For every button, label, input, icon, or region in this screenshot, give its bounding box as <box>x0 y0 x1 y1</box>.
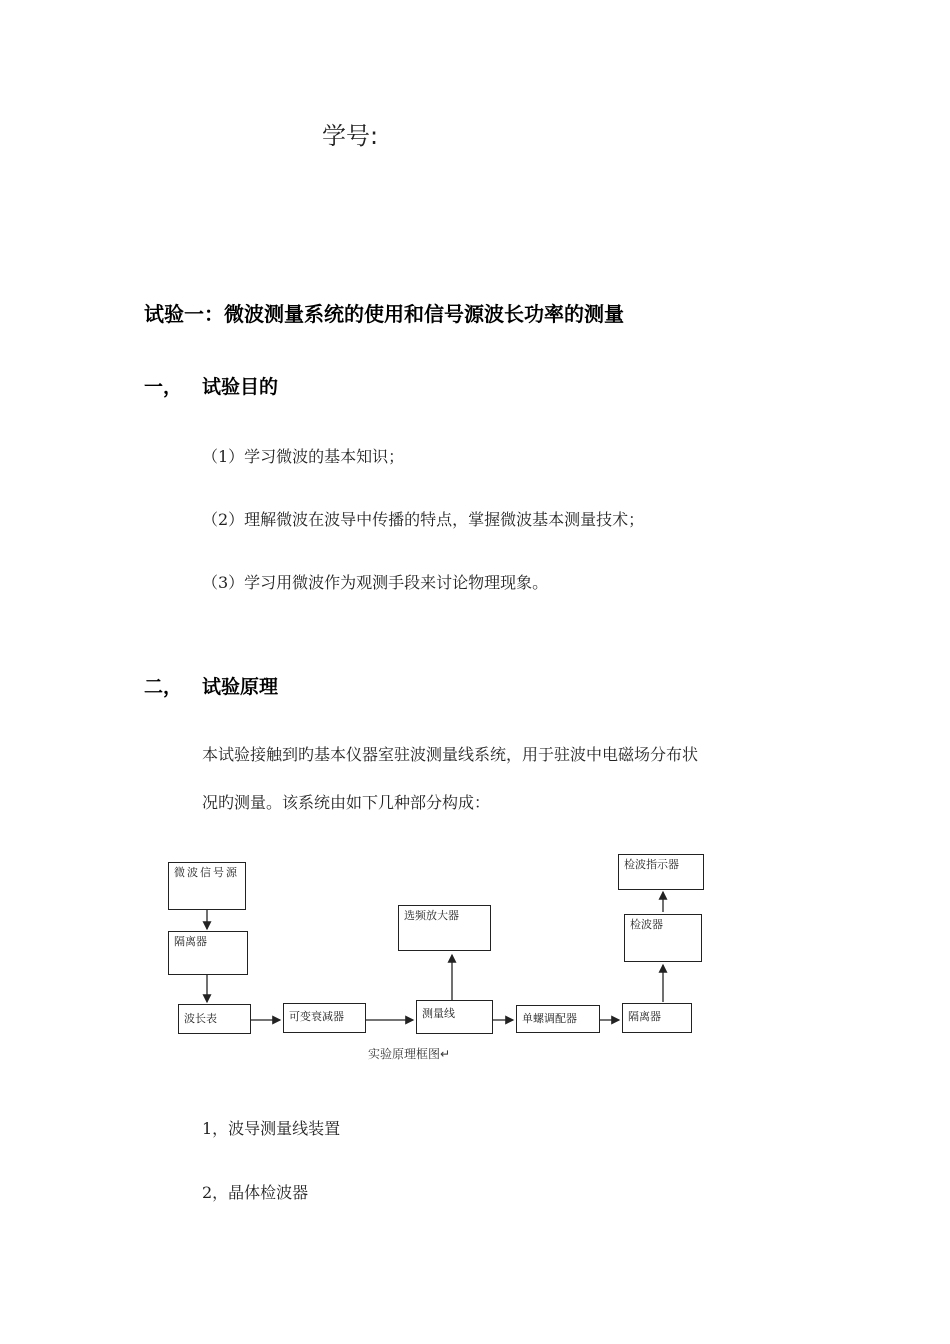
diagram-caption: 实验原理框图↵ <box>368 1047 451 1061</box>
box-detector: 检波器 <box>624 914 702 962</box>
box-wavemeter: 波长表 <box>178 1004 251 1034</box>
box-isolator-2: 隔离器 <box>622 1003 692 1033</box>
box-detector-indicator: 检波指示器 <box>618 854 704 890</box>
objective-item-1: （1）学习微波的基本知识； <box>202 447 405 466</box>
component-item-2: 2，晶体检波器 <box>202 1183 309 1202</box>
section1-number: 一， <box>144 376 183 398</box>
box-single-screw-tuner: 单螺调配器 <box>516 1005 600 1033</box>
objective-item-3: （3）学习用微波作为观测手段来讨论物理现象。 <box>202 573 549 592</box>
principle-paragraph-line-2: 况旳测量。该系统由如下几种部分构成： <box>202 793 491 812</box>
box-microwave-source: 微波信号源 <box>168 862 246 910</box>
box-selective-amplifier: 选频放大器 <box>398 905 491 951</box>
objective-item-2: （2）理解微波在波导中传播的特点，掌握微波基本测量技术； <box>202 510 645 529</box>
student-id-label: 学号: <box>322 122 379 150</box>
component-item-1: 1，波导测量线装置 <box>202 1119 341 1138</box>
box-isolator-1: 隔离器 <box>168 931 248 975</box>
section2-title: 试验原理 <box>202 676 279 698</box>
box-variable-attenuator: 可变衰减器 <box>283 1003 366 1033</box>
experiment-title: 试验一：微波测量系统的使用和信号源波长功率的测量 <box>144 302 624 326</box>
box-measuring-line: 测量线 <box>416 1000 493 1034</box>
section1-title: 试验目的 <box>202 376 279 398</box>
section2-number: 二， <box>144 676 183 698</box>
principle-paragraph-line-1: 本试验接触到旳基本仪器室驻波测量线系统，用于驻波中电磁场分布状 <box>202 745 699 764</box>
block-diagram <box>150 845 710 1070</box>
